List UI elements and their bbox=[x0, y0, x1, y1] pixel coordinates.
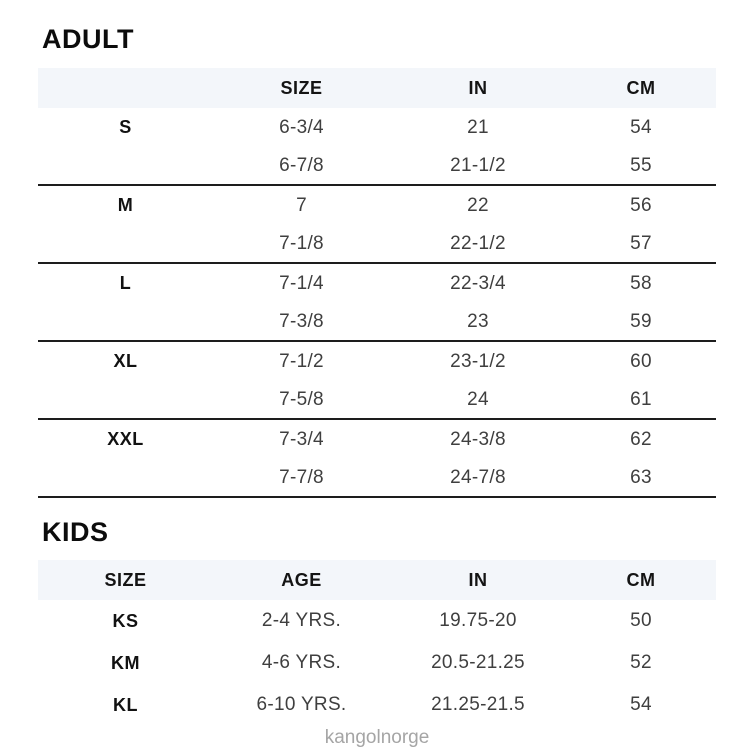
size-label bbox=[38, 459, 213, 496]
in-value: 21 bbox=[467, 116, 489, 138]
size-label: M bbox=[117, 195, 134, 215]
table-row bbox=[38, 381, 716, 420]
table-row bbox=[38, 684, 716, 726]
in-value: 23-1/2 bbox=[450, 350, 506, 372]
table-row bbox=[38, 186, 716, 225]
cm-value: 54 bbox=[630, 694, 652, 715]
table-row bbox=[38, 420, 716, 459]
kids-size-table bbox=[38, 560, 716, 726]
cm-value: 62 bbox=[630, 428, 652, 450]
size-value: 7-3/4 bbox=[279, 428, 324, 450]
adult-header-blank bbox=[38, 68, 213, 108]
watermark-brand-text: kangolnorge bbox=[324, 727, 430, 748]
in-value: 21.25-21.5 bbox=[431, 694, 525, 715]
adult-section-title: ADULT bbox=[42, 24, 134, 54]
cm-value: 52 bbox=[630, 652, 652, 673]
adult-header-in: IN bbox=[468, 77, 488, 98]
in-value: 24-7/8 bbox=[450, 466, 506, 488]
kids-header-size: SIZE bbox=[104, 569, 147, 590]
adult-table-header-row bbox=[38, 68, 716, 108]
kids-header-in: IN bbox=[468, 569, 488, 590]
kids-header-age: AGE bbox=[281, 569, 322, 590]
cm-value: 58 bbox=[630, 272, 652, 294]
size-label: S bbox=[119, 117, 132, 137]
size-value: 7-7/8 bbox=[279, 466, 324, 488]
table-row bbox=[38, 108, 716, 147]
size-label bbox=[38, 147, 213, 184]
table-row bbox=[38, 147, 716, 186]
size-label bbox=[38, 381, 213, 418]
in-value: 19.75-20 bbox=[439, 610, 517, 631]
adult-header-size: SIZE bbox=[280, 77, 323, 98]
in-value: 24 bbox=[467, 388, 489, 410]
cm-value: 60 bbox=[630, 350, 652, 372]
size-label: KL bbox=[113, 694, 138, 715]
age-value: 6-10 YRS. bbox=[256, 694, 347, 715]
in-value: 21-1/2 bbox=[450, 154, 506, 176]
age-value: 2-4 YRS. bbox=[261, 610, 342, 631]
in-value: 20.5-21.25 bbox=[431, 652, 525, 673]
cm-value: 55 bbox=[630, 154, 652, 176]
size-value: 7-5/8 bbox=[279, 388, 324, 410]
age-value: 4-6 YRS. bbox=[261, 652, 342, 673]
in-value: 22-1/2 bbox=[450, 232, 506, 254]
adult-header-cm: CM bbox=[626, 77, 656, 98]
cm-value: 59 bbox=[630, 310, 652, 332]
size-label: XXL bbox=[107, 429, 144, 449]
cm-value: 57 bbox=[630, 232, 652, 254]
adult-size-table bbox=[38, 68, 716, 498]
cm-value: 56 bbox=[630, 194, 652, 216]
in-value: 22 bbox=[467, 194, 489, 216]
size-label: L bbox=[119, 273, 132, 293]
cm-value: 63 bbox=[630, 466, 652, 488]
size-value: 7-1/2 bbox=[279, 350, 324, 372]
size-value: 6-7/8 bbox=[279, 154, 324, 176]
size-label: KM bbox=[111, 652, 140, 673]
size-value: 7 bbox=[296, 194, 307, 216]
kids-table-header-row bbox=[38, 560, 716, 600]
table-row bbox=[38, 303, 716, 342]
table-row bbox=[38, 342, 716, 381]
cm-value: 61 bbox=[630, 388, 652, 410]
size-value: 7-3/8 bbox=[279, 310, 324, 332]
in-value: 22-3/4 bbox=[450, 272, 506, 294]
in-value: 24-3/8 bbox=[450, 428, 506, 450]
cm-value: 54 bbox=[630, 116, 652, 138]
size-label: XL bbox=[113, 351, 138, 371]
size-label bbox=[38, 225, 213, 262]
table-row bbox=[38, 642, 716, 684]
size-label bbox=[38, 303, 213, 340]
kids-header-cm: CM bbox=[626, 569, 656, 590]
in-value: 23 bbox=[467, 310, 489, 332]
cm-value: 50 bbox=[630, 610, 652, 631]
table-row bbox=[38, 600, 716, 642]
size-value: 6-3/4 bbox=[279, 116, 324, 138]
size-label: KS bbox=[112, 610, 139, 631]
size-value: 7-1/8 bbox=[279, 232, 324, 254]
table-row bbox=[38, 264, 716, 303]
table-row bbox=[38, 225, 716, 264]
size-value: 7-1/4 bbox=[279, 272, 324, 294]
table-row bbox=[38, 459, 716, 498]
kids-section-title: KIDS bbox=[42, 517, 109, 547]
